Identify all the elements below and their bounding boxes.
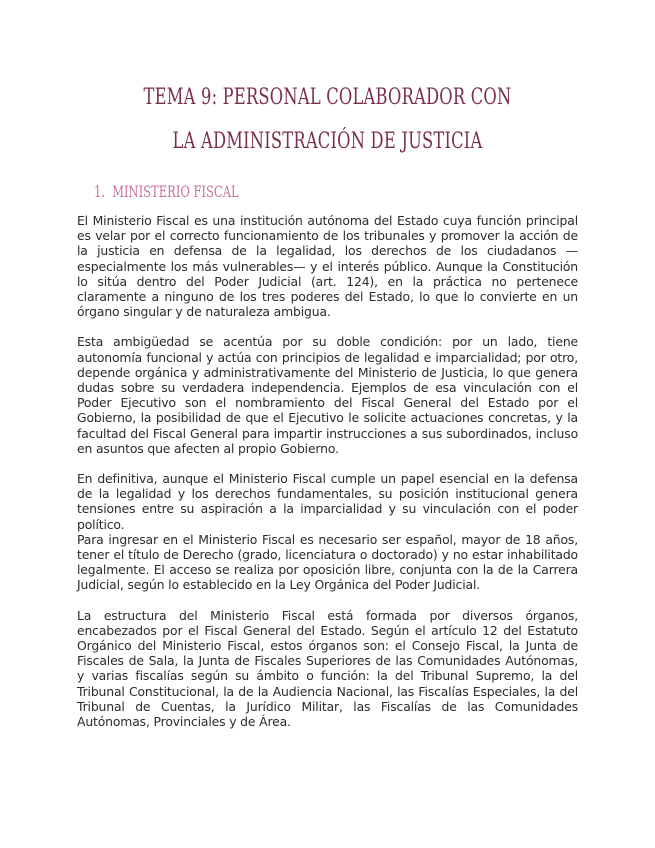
paragraph-structure: La estructura del Ministerio Fiscal está formada por diversos órganos, encabezados por el Fiscal General del Estado. Según el artículo 12 del Estatuto Orgánico del Ministerio Fiscal, estos órganos son: el Consejo Fiscal, la Junta de Fiscales de Sala, la Junta de Fiscales Superiores de las Comunidades Autónomas, y varias fiscalías según su ámbito o función: la del Tribunal Supremo, la del Tribunal Constitucional, la de la Audiencia Nacional, las Fiscalías Especiales, la del Tribunal de Cuentas, la Jurídico Militar, las Fiscalías de las Comunidades Autónomas, Provinciales y de Área.: [77, 607, 578, 730]
body-text: [77, 213, 578, 729]
section-heading-text: MINISTERIO FISCAL: [112, 182, 239, 201]
paragraph-conclusion: En definitiva, aunque el Ministerio Fiscal cumple un papel esencial en la defensa de la legalidad y los derechos fundamentales, su posición institucional genera tensiones entre su aspiración a la imparcialidad y su vinculación con el poder político.: [77, 471, 578, 532]
section-number: 1.: [94, 182, 105, 201]
paragraph-intro: El Ministerio Fiscal es una institución autónoma del Estado cuya función principal es velar por el correcto funcionamiento de los tribunales y promover la acción de la justicia en defensa de la legalidad, los derechos de los ciudadanos —especialmente los más vulnerables— y el interés público. Aunque la Constitución lo sitúa dentro del Poder Judicial (art. 124), en la práctica no pertenece claramente a ninguno de los tres poderes del Estado, lo que lo convierte en un órgano singular y de naturaleza ambigua.: [77, 213, 578, 320]
paragraph-access: Para ingresar en el Ministerio Fiscal es necesario ser español, mayor de 18 años, tener el título de Derecho (grado, licenciatura o doctorado) y no estar inhabilitado legalmente. El acceso se realiza por oposición libre, conjunta con la de la Carrera Judicial, según lo establecido en la Ley Orgánica del Poder Judicial.: [77, 531, 578, 593]
section-heading: [94, 181, 239, 203]
paragraph-ambiguity: Esta ambigüedad se acentúa por su doble condición: por un lado, tiene autonomía funcional y actúa con principios de legalidad e imparcialidad; por otro, depende orgánica y administrativamente del Ministerio de Justicia, lo que genera dudas sobre su verdadera independencia. Ejemplos de esa vinculación con el Poder Ejecutivo son el nombramiento del Fiscal General del Estado por el Gobierno, la posibilidad de que el Ejecutivo le solicite actuaciones concretas, y la facultad del Fiscal General para impartir instrucciones a sus subordinados, incluso en asuntos que afecten al propio Gobierno.: [77, 334, 578, 456]
page-title: TEMA 9: PERSONAL COLABORADOR CON LA ADMINISTRACIÓN DE JUSTICIA: [143, 85, 512, 154]
